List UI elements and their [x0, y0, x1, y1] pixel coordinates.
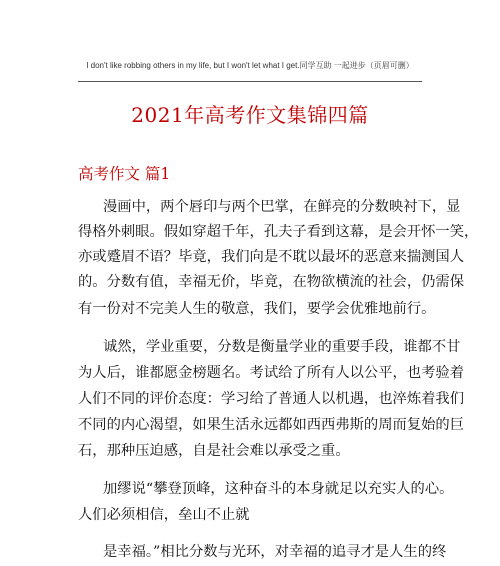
- paragraph-line: 诚然，学业重要，分数是衡量学业的重要手段，谁都不甘: [103, 339, 461, 355]
- document-title: 2021年高考作文集锦四篇: [131, 103, 369, 127]
- paragraph-line: 加缪说“攀登顶峰，这种奋斗的本身就足以充实人的心。: [103, 481, 454, 497]
- paragraph-line: 为人后，谁都愿金榜题名。考试给了所有人以公平，也考验着: [78, 365, 465, 381]
- paragraph-line: 人们不同的评价态度：学习给了普通人以机遇，也淬炼着我们: [78, 391, 465, 407]
- paragraph-line: 亦或蹙眉不语？毕竟，我们向是不耽以最坏的恶意来揣测国人: [78, 249, 465, 265]
- paragraph-line: 石，那种压迫感，自是社会难以承受之重。: [78, 443, 350, 459]
- paragraph-line: 的。分数有值，幸福无价，毕竟，在物欲横流的社会，仍需保: [78, 274, 465, 290]
- page-header-text: I don't like robbing others in my life, but I won't let what I get.同学互助 一起进步（页眉可删）: [86, 61, 414, 70]
- paragraph-line: 得格外刺眼。假如穿超千年，孔夫子看到这幕，是会开怀一笑，: [78, 224, 479, 240]
- header-divider: [78, 81, 422, 82]
- paragraph-line: 漫画中，两个唇印与两个巴掌，在鲜亮的分数映衬下，显: [103, 199, 461, 215]
- paragraph-line: 有一份对不完美人生的敬意，我们，要学会优雅地前行。: [78, 301, 436, 317]
- paragraph-line: 是幸福。”相比分数与光环，对幸福的追寻才是人生的终: [103, 544, 447, 560]
- paragraph-line: 人们必须相信，垒山不止就: [78, 507, 250, 523]
- section-title: 高考作文 篇1: [78, 165, 171, 183]
- paragraph-line: 不同的内心渴望，如果生活永远都如西西弗斯的周而复始的巨: [78, 417, 465, 433]
